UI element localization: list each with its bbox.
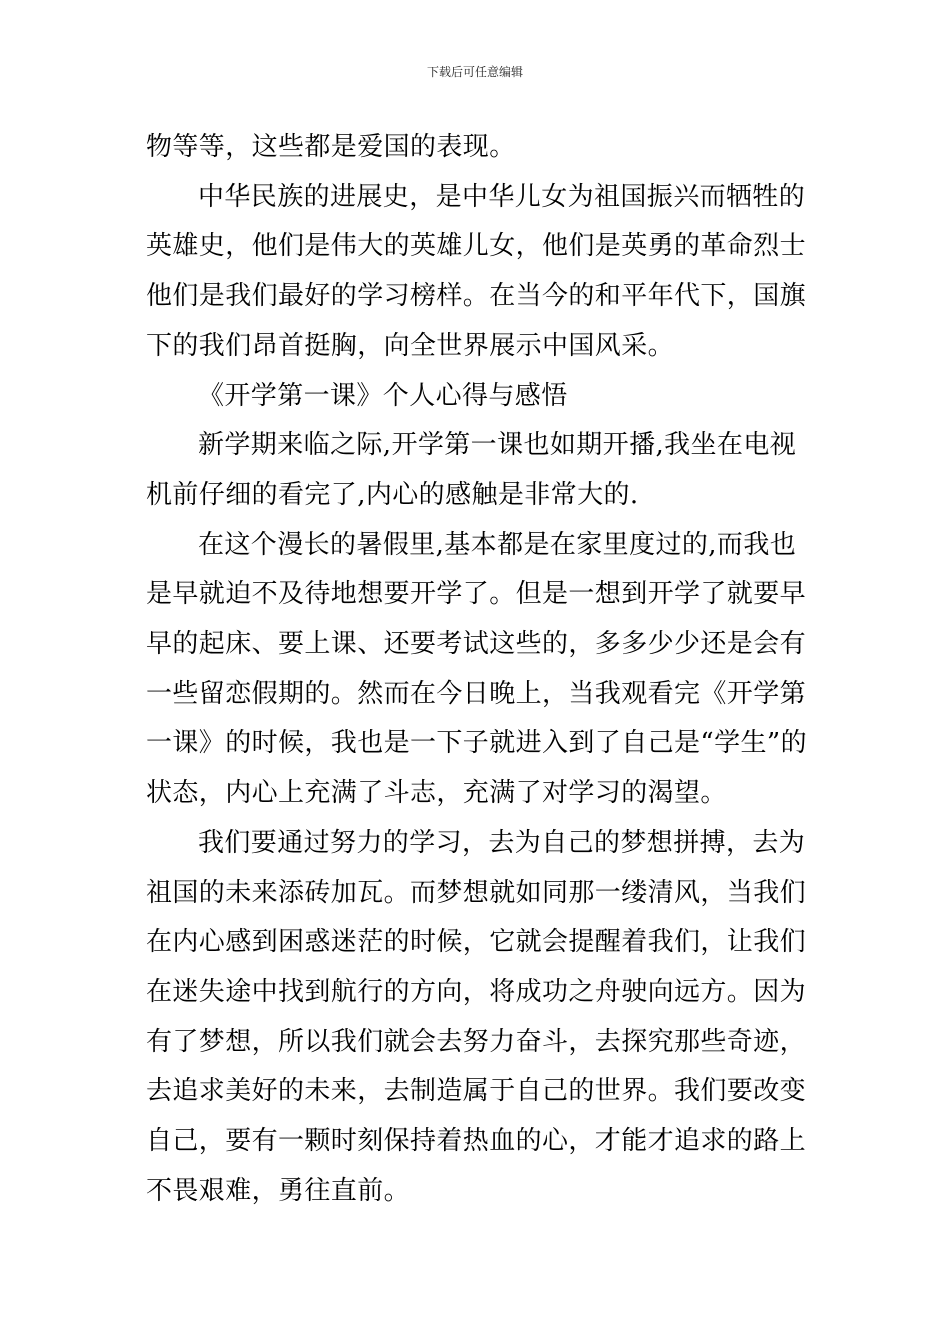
paragraph-dreams: 我们要通过努力的学习，去为自己的梦想拼搏，去为祖国的未来添砖加瓦。而梦想就如同那一缕清风，当我们在内心感到困惑迷茫的时候，它就会提醒着我们，让我们在迷失途中找到航行的方向，将成功之舟驶向远方。因为有了梦想，所以我们就会去努力奋斗，去探究那些奇迹，去追求美好的未来，去制造属于自己的世界。我们要改变自己，要有一颗时刻保持着热血的心，才能才追求的路上不畏艰难，勇往直前。 — [146, 827, 807, 1206]
paragraph-summer-break: 在这个漫长的暑假里,基本都是在家里度过的,而我也是早就迫不及待地想要开学了。但是一想到开学了就要早早的起床、要上课、还要考试这些的，多多少少还是会有一些留恋假期的。然而在今日晚上，当我观看完《开学第一课》的时候，我也是一下子就进入到了自己是“学生”的状态，内心上充满了斗志，充满了对学习的渴望。 — [146, 529, 807, 809]
paragraph-heroes: 中华民族的进展史，是中华儿女为祖国振兴而牺牲的英雄史，他们是伟大的英雄儿女，他们是英勇的革命烈士他们是我们最好的学习榜样。在当今的和平年代下，国旗下的我们昂首挺胸，向全世界展示中国风采。 — [146, 181, 807, 361]
document-body — [146, 123, 808, 1216]
paragraph-continuation: 物等等，这些都是爱国的表现。 — [146, 132, 516, 162]
page-header-note: 下载后可任意编辑 — [426, 65, 523, 79]
section-subtitle: 《开学第一课》个人心得与感悟 — [198, 380, 568, 411]
paragraph-new-semester: 新学期来临之际,开学第一课也如期开播,我坐在电视机前仔细的看完了,内心的感触是非常大的. — [146, 430, 797, 510]
